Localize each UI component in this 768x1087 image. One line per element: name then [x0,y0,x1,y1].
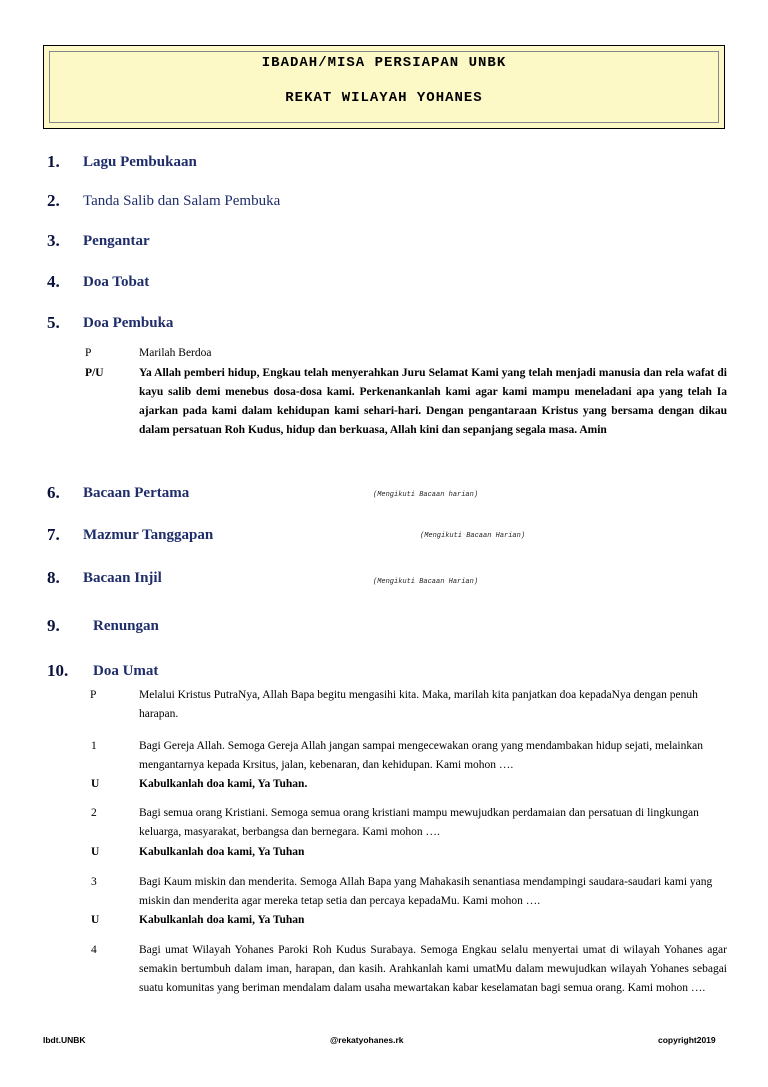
section-number: 10. [47,661,69,680]
section-title: Mazmur Tanggapan [83,527,214,543]
response-text: Kabulkanlah doa kami, Ya Tuhan [139,914,305,926]
speaker-label: P [90,689,97,701]
intention-number: 4 [91,944,97,956]
intention-text: Bagi umat Wilayah Yohanes Paroki Roh Kudus Surabaya. Semoga Engkau selalu menyertai umat di wilayah Yohanes agar semakin bertumbuh dalam iman, harapan, dan kasih. Arahkanlah kami umatMu dalam mewujudkan wilayah Yohanes sebagai suatu komunitas yang beriman mendalam dalam usaha mewartakan kabar keselamatan bagi semua orang. Kami mohon …. [139,944,727,994]
section-number: 1. [47,152,60,171]
section-title: Doa Tobat [83,274,150,290]
prayer-text: Marilah Berdoa [139,347,212,359]
section-number: 3. [47,231,60,250]
section-title: Tanda Salib dan Salam Pembuka [83,193,281,209]
section-number: 5. [47,313,60,332]
prayer-text: Ya Allah pemberi hidup, Engkau telah menyerahkan Juru Selamat Kami yang telah menjadi manusia dan rela wafat di kayu salib demi menebus dosa-dosa kami. Perkenankanlah kami agar kami mampu meneladani apa yang telah Ia ajarkan pada kami dalam kehidupan kami sehari-hari. Dengan pengantaraan Kristus yang bersama dengan dikau dalam persatuan Roh Kudus, hidup dan berkuasa, Allah kini dan sepanjang segala masa. Amin [139,367,727,436]
footer-left: Ibdt.UNBK [43,1035,86,1045]
response-text: Kabulkanlah doa kami, Ya Tuhan. [139,778,308,790]
speaker-label: U [91,778,100,790]
section-title: Doa Pembuka [83,315,174,331]
reading-note: (Mengikuti Bacaan Harian) [373,578,479,586]
section-number: 8. [47,568,60,587]
intention-text: Bagi semua orang Kristiani. Semoga semua orang kristiani mampu mewujudkan perdamaian dan persatuan di lingkungan keluarga, masyarakat, berbangsa dan bernegara. Kami mohon …. [139,807,699,838]
speaker-label: U [91,846,100,858]
section-title: Bacaan Injil [83,570,162,586]
section-title: Pengantar [83,233,150,249]
section-number: 6. [47,483,60,502]
section-number: 7. [47,525,60,544]
reading-note: (Mengikuti Bacaan Harian) [420,532,526,540]
response-text: Kabulkanlah doa kami, Ya Tuhan [139,846,305,858]
intention-number: 1 [91,740,97,752]
section-number: 4. [47,272,60,291]
speaker-label: P [85,347,92,359]
intention-text: Bagi Kaum miskin dan menderita. Semoga Allah Bapa yang Mahakasih senantiasa mendampingi saudara-saudari kami yang miskin dan menderita agar mereka tetap setia dan percaya kepadaMu. Kami mohon …. [139,876,713,907]
speaker-label: P/U [85,367,104,379]
intention-number: 3 [91,876,97,888]
document-subtitle: REKAT WILAYAH YOHANES [285,90,483,106]
reading-note: (Mengikuti Bacaan harian) [373,491,479,499]
footer-center: @rekatyohanes.rk [330,1035,404,1045]
header-box [43,45,725,129]
intention-text: Bagi Gereja Allah. Semoga Gereja Allah jangan sampai mengecewakan orang yang mendambakan hidup sejati, melainkan mengantarnya kepada Krsitus, jalan, kebenaran, dan kehidupan. Kami mohon …. [139,740,703,771]
intention-number: 2 [91,807,97,819]
section-title: Bacaan Pertama [83,485,190,501]
prayer-text: Melalui Kristus PutraNya, Allah Bapa begitu mengasihi kita. Maka, marilah kita panjatkan doa kepadaNya dengan penuh harapan. [139,689,698,720]
section-title: Doa Umat [93,663,159,679]
footer-right: copyright2019 [658,1035,716,1045]
section-title: Lagu Pembukaan [83,154,197,170]
speaker-label: U [91,914,100,926]
section-number: 2. [47,191,60,210]
section-title: Renungan [93,618,159,634]
document-title: IBADAH/MISA PERSIAPAN UNBK [261,55,507,71]
section-number: 9. [47,616,60,635]
